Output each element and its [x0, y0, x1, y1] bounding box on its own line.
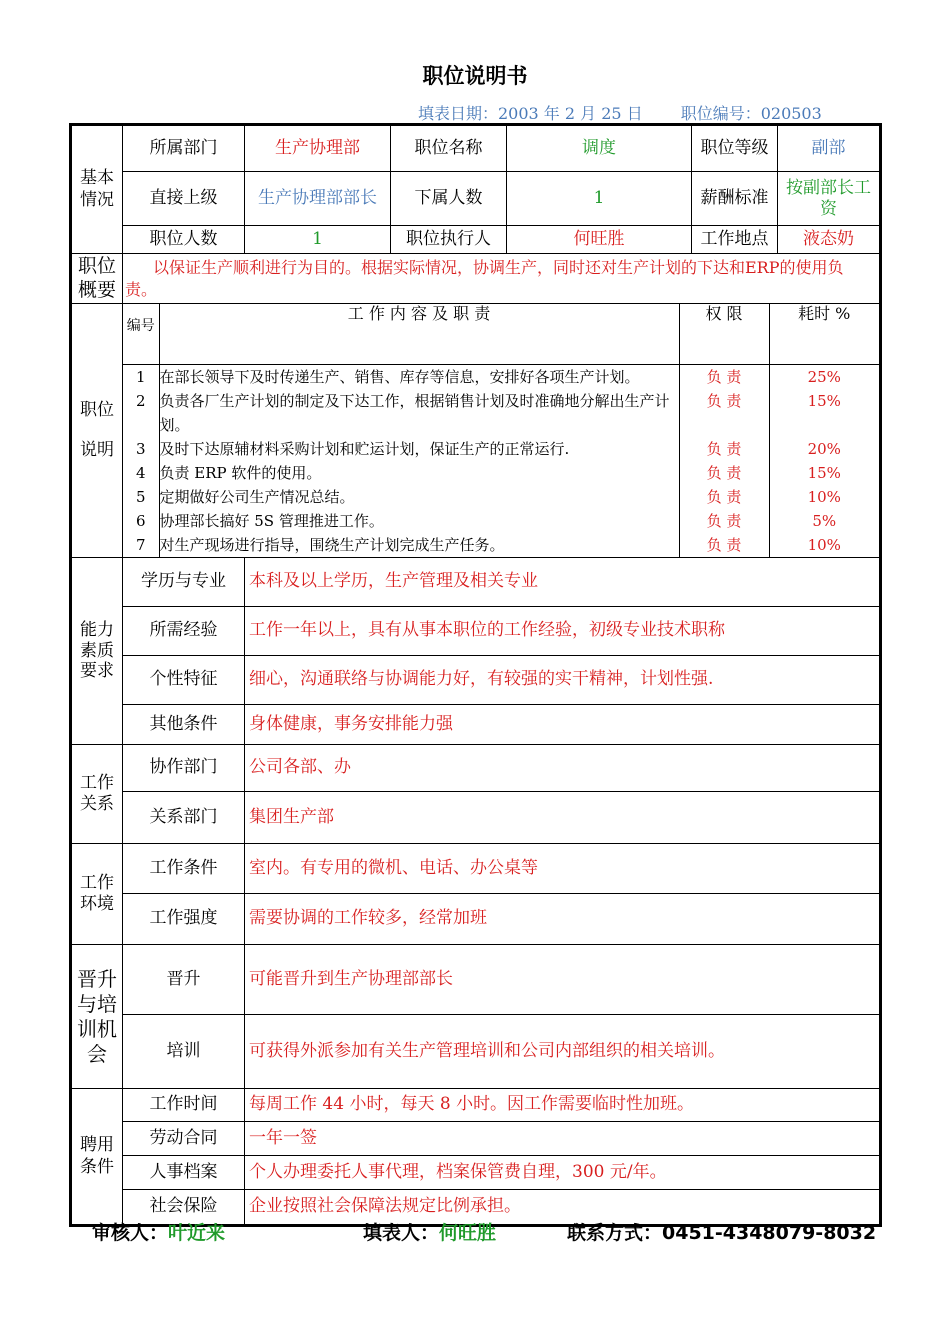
promo-label: 晋升: [123, 945, 245, 1015]
edu-value: 本科及以上学历，生产管理及相关专业: [245, 558, 880, 607]
duty-no: 4: [135, 464, 146, 482]
duty-text: 负责各厂生产计划的制定及下达工作，根据销售计划及时准确地分解出生产计划。: [159, 389, 679, 437]
summary-label: 职位概要: [72, 254, 123, 304]
reviewer-label: 审核人：: [92, 1222, 169, 1244]
reviewer-value: 叶近来: [168, 1222, 226, 1244]
hours-value: 每周工作 44 小时，每天 8 小时。因工作需要临时性加班。: [245, 1089, 880, 1122]
duty-rows: [123, 365, 879, 558]
train-label: 培训: [123, 1015, 245, 1089]
promo-value: 可能晋升到生产协理部部长: [245, 945, 880, 1015]
rel-value: 集团生产部: [245, 792, 880, 844]
duty-authority: 负 责: [679, 437, 769, 461]
duties-block: [123, 304, 880, 558]
intensity-value: 需要协调的工作较多，经常加班: [245, 894, 880, 945]
duty-no: 6: [135, 512, 146, 530]
duty-time: 20%: [769, 437, 879, 461]
duty-authority: 负 责: [679, 365, 769, 390]
duty-no: 3: [135, 440, 146, 458]
position-level-label: 职位等级: [692, 126, 778, 172]
fill-date: 填表日期：2003 年 2 月 25 日: [418, 104, 643, 123]
page-title: 职位说明书: [422, 64, 528, 88]
duty-row: [123, 461, 879, 485]
duty-time: 15%: [769, 461, 879, 485]
duty-row: [123, 365, 879, 390]
promotion-section-label: 晋升与培训机会: [72, 945, 123, 1089]
duty-no: 5: [135, 488, 146, 506]
duties-table: [123, 304, 879, 557]
duty-authority: 负 责: [679, 533, 769, 557]
duty-row: [123, 509, 879, 533]
position-name-value: 调度: [507, 126, 692, 172]
duty-text: 定期做好公司生产情况总结。: [159, 485, 679, 509]
coop-label: 协作部门: [123, 745, 245, 792]
salary-label: 薪酬标准: [692, 172, 778, 226]
environment-section-label: 工作环境: [72, 844, 123, 945]
coop-value: 公司各部、办: [245, 745, 880, 792]
filler-value: 何旺胜: [439, 1222, 497, 1244]
employment-section-label: 聘用条件: [72, 1089, 123, 1225]
duty-row: [123, 533, 879, 557]
duty-time: 10%: [769, 485, 879, 509]
col-content-header: 工 作 内 容 及 职 责: [159, 304, 679, 365]
intensity-label: 工作强度: [123, 894, 245, 945]
col-authority-header: 权 限: [679, 304, 769, 365]
contact: 联系方式：0451-4348079-8032: [567, 1222, 877, 1244]
superior-value: 生产协理部部长: [245, 172, 391, 226]
duty-text: 在部长领导下及时传递生产、销售、库存等信息，安排好各项生产计划。: [159, 365, 679, 390]
edu-label: 学历与专业: [123, 558, 245, 607]
job-description-table: [71, 125, 880, 1225]
trait-value: 细心，沟通联络与协调能力好，有较强的实干精神，计划性强.: [245, 656, 880, 705]
duty-text: 及时下达原辅材料采购计划和贮运计划，保证生产的正常运行.: [159, 437, 679, 461]
position-level-value: 副部: [778, 126, 880, 172]
position-code: 职位编号：020503: [680, 104, 822, 123]
dept-label: 所属部门: [123, 126, 245, 172]
filler-label: 填表人：: [363, 1222, 440, 1244]
reviewer: [92, 1218, 225, 1245]
insurance-label: 社会保险: [123, 1190, 245, 1225]
exp-label: 所需经验: [123, 607, 245, 656]
holder-value: 何旺胜: [507, 226, 692, 254]
location-value: 液态奶: [778, 226, 880, 254]
position-name-label: 职位名称: [391, 126, 507, 172]
other-label: 其他条件: [123, 705, 245, 745]
duty-authority: 负 责: [679, 485, 769, 509]
dept-value: 生产协理部: [245, 126, 391, 172]
ability-section-label: 能力素质要求: [72, 558, 123, 745]
duty-no: 7: [135, 536, 146, 554]
duties-section-label: 职位说明: [72, 304, 123, 558]
duty-row: [123, 437, 879, 461]
other-value: 身体健康，事务安排能力强: [245, 705, 880, 745]
headcount-value: 1: [245, 226, 391, 254]
cond-label: 工作条件: [123, 844, 245, 894]
insurance-value: 企业按照社会保障法规定比例承担。: [245, 1190, 880, 1225]
subordinates-value: 1: [507, 172, 692, 226]
holder-label: 职位执行人: [391, 226, 507, 254]
file-label: 人事档案: [123, 1156, 245, 1190]
basic-section-label: 基本情况: [72, 126, 123, 254]
duty-row: [123, 485, 879, 509]
rel-label: 关系部门: [123, 792, 245, 844]
superior-label: 直接上级: [123, 172, 245, 226]
cond-value: 室内。有专用的微机、电话、办公桌等: [245, 844, 880, 894]
duty-authority: 负 责: [679, 389, 769, 437]
duty-no: 2: [135, 392, 146, 410]
contract-label: 劳动合同: [123, 1122, 245, 1156]
col-time-header: 耗时 %: [769, 304, 879, 365]
filler: [363, 1218, 496, 1245]
trait-label: 个性特征: [123, 656, 245, 705]
exp-value: 工作一年以上，具有从事本职位的工作经验，初级专业技术职称: [245, 607, 880, 656]
duty-text: 协理部长搞好 5S 管理推进工作。: [159, 509, 679, 533]
duty-row: [123, 389, 879, 437]
summary-text: 以保证生产顺利进行为目的。根据实际情况，协调生产，同时还对生产计划的下达和ERP的使用负责。: [123, 254, 880, 304]
duty-text: 对生产现场进行指导，围绕生产计划完成生产任务。: [159, 533, 679, 557]
col-no-header: 编号: [123, 304, 159, 365]
duty-text: 负责 ERP 软件的使用。: [159, 461, 679, 485]
relations-section-label: 工作关系: [72, 745, 123, 844]
headcount-label: 职位人数: [123, 226, 245, 254]
contract-value: 一年一签: [245, 1122, 880, 1156]
duty-time: 5%: [769, 509, 879, 533]
duty-authority: 负 责: [679, 509, 769, 533]
header-meta: [418, 101, 822, 124]
duty-time: 10%: [769, 533, 879, 557]
duty-time: 25%: [769, 365, 879, 390]
duty-no: 1: [135, 368, 146, 386]
file-value: 个人办理委托人事代理，档案保管费自理，300 元/年。: [245, 1156, 880, 1190]
location-label: 工作地点: [692, 226, 778, 254]
train-value: 可获得外派参加有关生产管理培训和公司内部组织的相关培训。: [245, 1015, 880, 1089]
subordinates-label: 下属人数: [391, 172, 507, 226]
duty-time: 15%: [769, 389, 879, 437]
hours-label: 工作时间: [123, 1089, 245, 1122]
salary-value: 按副部长工资: [778, 172, 880, 226]
duty-authority: 负 责: [679, 461, 769, 485]
